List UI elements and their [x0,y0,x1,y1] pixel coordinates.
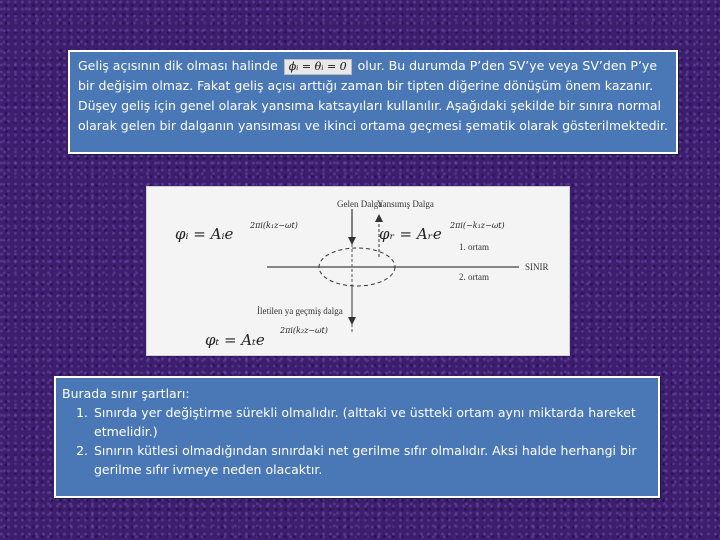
medium2-label: 2. ortam [459,272,489,282]
wave-diagram [146,186,570,356]
incident-equation: φᵢ = Aᵢe [175,225,234,243]
reflected-arrowhead [375,214,383,222]
intro-text-rest: olur. Bu durumda P’den SV’ye veya SV’den P’ye bir değişim olmaz. Fakat geliş açısı arttığı zaman bir tipten diğerine dönüşüm önem kazanır. Düşey geliş için genel olarak yansıma katsayıları kullanılır. Aşağıdaki şekilde bir sınıra normal olarak gelen bir dalganın yansıması ve ikinci ortama geçmesi şematik olarak gösterilmektedir. [78,58,668,133]
condition-item-1: 1. Sınırda yer değiştirme sürekli olmalıdır. (alttaki ve üstteki ortam aynı miktarda hareket etmelidir.) [92,403,652,441]
transmitted-label: İletilen ya geçmiş dalga [257,306,343,316]
intro-paragraph [78,56,668,136]
conditions-list [62,403,652,479]
boundary-conditions-textbox [54,376,660,498]
transmitted-equation-exponent: 2πi(k₂z−ωt) [280,326,328,335]
condition-item-2: 2. Sınırın kütlesi olmadığından sınırdaki net gerilme sıfır olmalıdır. Aksi halde herhangi bir gerilme sıfır ivmeye neden olacaktır. [92,441,652,479]
incident-equation-exponent: 2πi(k₁z−ωt) [250,221,298,230]
intro-textbox [68,50,678,154]
incident-label: Gelen Dalga [337,199,383,209]
intro-text-start: Geliş açısının dik olması halinde [78,58,278,73]
reflected-equation: φᵣ = Aᵣe [379,225,442,243]
transmitted-arrowhead [348,317,356,325]
reflected-label: Yansımış Dalga [377,199,434,209]
transmitted-equation: φₜ = Aₜe [205,331,265,349]
wave-diagram-svg [147,187,569,355]
angle-formula: ϕᵢ = θᵢ = 0 [284,59,352,75]
boundary-label: SINIR [525,262,549,272]
reflected-equation-exponent: 2πi(−k₁z−ωt) [450,221,505,230]
medium1-label: 1. ortam [459,242,489,252]
conditions-intro: Burada sınır şartları: [62,386,190,401]
incident-arrowhead [348,237,356,245]
